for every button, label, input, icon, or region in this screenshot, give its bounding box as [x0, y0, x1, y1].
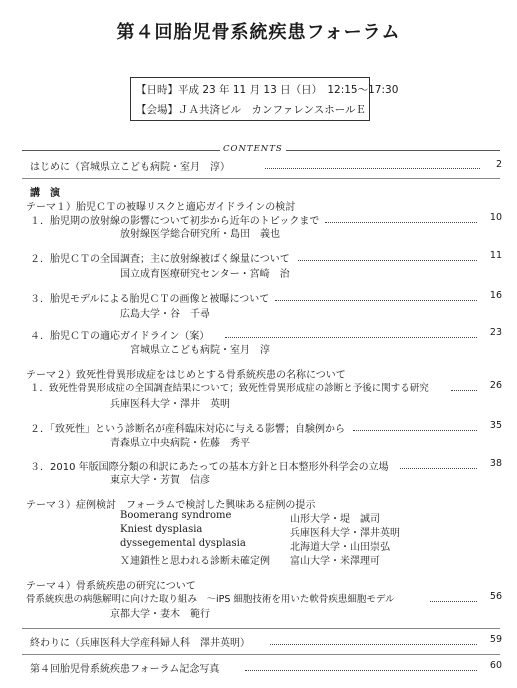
theme1-item2-author: 国立成育医療研究センター・宮崎 治 — [120, 269, 290, 280]
leader-dots — [353, 430, 477, 431]
case-author: 山形大学・堤 誠司 — [290, 514, 380, 525]
event-date: 【日時】平成 23 年 11 月 13 日（日） 12:15～17:30 — [136, 84, 399, 96]
case-author: 兵庫医科大学・澤井英明 — [290, 528, 400, 539]
case-author: 富山大学・米澤理可 — [290, 556, 380, 567]
page-number: 56 — [489, 591, 502, 602]
page-number: 26 — [489, 380, 502, 391]
page-number: 59 — [489, 634, 502, 645]
theme1-item3-author: 広島大学・谷 千尋 — [120, 309, 210, 320]
page-number: 2 — [495, 159, 502, 170]
theme2-heading: テーマ２）致死性骨異形成症をはじめとする骨系統疾患の名称について — [26, 370, 346, 381]
page-number: 11 — [489, 250, 502, 261]
page-number: 16 — [489, 290, 502, 301]
case-name: Boomerang syndrome — [120, 510, 232, 521]
closing-entry: 終わりに（兵庫医科大学産科婦人科 澤井英明） — [30, 638, 250, 649]
page-number: 60 — [489, 660, 502, 671]
section-divider — [22, 654, 500, 655]
contents-label: CONTENTS — [220, 144, 286, 154]
case-author: 北海道大学・山田崇弘 — [290, 542, 390, 553]
section-divider — [22, 628, 500, 629]
page-number: 10 — [489, 212, 502, 223]
theme2-item1-author: 兵庫医科大学・澤井 英明 — [110, 399, 230, 410]
page-title: 第４回胎児骨系統疾患フォーラム — [116, 22, 401, 43]
leader-dots — [400, 468, 477, 469]
lecture-heading: 講 演 — [30, 188, 60, 199]
page-number: 38 — [489, 458, 502, 469]
theme2-item3-author: 東京大学・芳賀 信彦 — [110, 475, 210, 486]
leader-dots — [325, 222, 477, 223]
case-name: Ｘ連鎖性と思われる診断未確定例 — [120, 556, 270, 567]
leader-dots — [270, 644, 477, 645]
case-name: Kniest dysplasia — [120, 524, 203, 535]
intro-entry: はじめに（宮城県立こども病院・室月 淳） — [30, 162, 230, 173]
page-number: 23 — [489, 327, 502, 338]
theme1-item4-title: ４．胎児ＣＴの適応ガイドライン（案） — [30, 331, 210, 342]
section-divider — [22, 178, 500, 179]
leader-dots — [275, 300, 477, 301]
leader-dots — [245, 670, 477, 671]
leader-dots — [298, 260, 477, 261]
theme2-item1-title: １．致死性骨異形成症の全国調査結果について；致死性骨異形成症の診断と予後に関する研究 — [30, 383, 429, 394]
leader-dots — [265, 168, 480, 169]
theme1-item1-title: １．胎児期の放射線の影響について初歩から近年のトピックまで — [30, 216, 320, 227]
theme2-item2-author: 青森県立中央病院・佐藤 秀平 — [110, 438, 250, 449]
theme4-heading: テーマ４）骨系統疾患の研究について — [26, 581, 196, 592]
theme1-item3-title: ３．胎児モデルによる胎児ＣＴの画像と被曝について — [30, 294, 270, 305]
theme2-item2-title: ２．「致死性」という診断名が産科臨床対応に与える影響；自験例から — [30, 424, 345, 435]
theme1-heading: テーマ１）胎児ＣＴの被曝リスクと適応ガイドラインの検討 — [26, 202, 296, 213]
theme1-item4-author: 宮城県立こども病院・室月 淳 — [130, 345, 270, 356]
theme1-item2-title: ２．胎児ＣＴの全国調査；主に放射線被ばく線量について — [30, 254, 290, 265]
theme3-heading: テーマ３）症例検討 フォーラムで検討した興味ある症例の提示 — [26, 500, 316, 511]
theme1-item1-author: 放射線医学総合研究所・島田 義也 — [120, 229, 280, 240]
theme4-item-title: 骨系統疾患の病態解明に向けた取り組み ～iPS 細胞技術を用いた軟骨疾患細胞モデル — [26, 594, 395, 605]
theme4-item-author: 京都大学・妻木 範行 — [110, 609, 210, 620]
leader-dots — [430, 601, 477, 602]
leader-dots — [225, 337, 477, 338]
page-number: 35 — [489, 420, 502, 431]
case-name: dyssegemental dysplasia — [120, 538, 246, 549]
photo-entry: 第４回胎児骨系統疾患フォーラム記念写真 — [30, 664, 220, 675]
leader-dots — [451, 390, 477, 391]
theme2-item3-title: ３．2010 年版国際分類の和訳にあたっての基本方針と日本整形外科学会の立場 — [30, 462, 389, 473]
event-venue: 【会場】ＪＡ共済ビル カンファレンスホールＥ — [136, 104, 367, 116]
